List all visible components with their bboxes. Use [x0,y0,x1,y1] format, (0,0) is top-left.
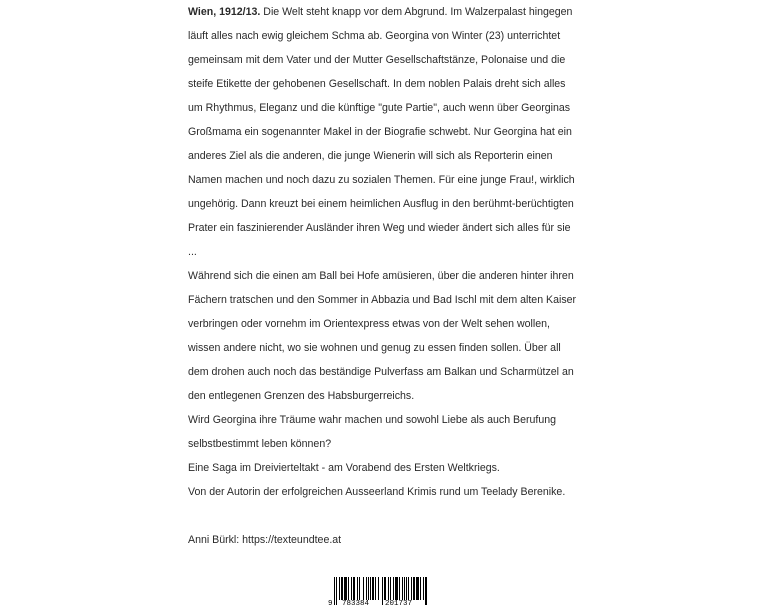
barcode-bar [408,577,409,600]
barcode-bar [368,577,369,600]
barcode-bar [375,577,376,600]
barcode-bar [382,577,383,605]
barcode-bars [334,577,430,601]
author-line: Anni Bürkl: https://texteundtee.at [188,534,342,546]
barcode-group-left: 783384 [342,600,370,608]
barcode-bar [344,577,347,600]
barcode-bar [413,577,415,600]
barcode-bar [351,577,352,600]
barcode-bar [388,577,389,600]
barcode-bar [395,577,398,600]
paragraph-society: Während sich die einen am Ball bei Hofe amüsieren, über die anderen hinter ihren Fächern tratschen und den Sommer in Abbazia und Bad Ischl mit dem alten Kaiser verbringen oder vornehm im Orientexpress etwas von der Welt sehen wollen, wissen andere nicht, wo sie wohnen und genug zu essen finden sollen. Über all dem drohen auch noch das beständige Pulverfass am Balkan und Scharmützel an den entlegenen Grenzen des Habsburgerreichs. [188,270,577,402]
barcode-bar [353,577,355,600]
barcode-bar [336,577,337,605]
barcode-bar [425,577,427,605]
barcode-bar [366,577,367,600]
barcode-bar [390,577,391,600]
barcode-bar [334,577,335,605]
barcode-bar [393,577,394,600]
barcode-bar [341,577,343,600]
barcode-bar [348,577,349,600]
barcode-bar [420,577,421,600]
barcode-bar [372,577,374,600]
barcode-bar [411,577,412,600]
barcode-bar [378,577,379,600]
intro-lead: Wien, 1912/13. [188,6,261,18]
barcode-bar [406,577,407,600]
barcode-bar [359,577,360,600]
barcode-bar [363,577,364,600]
paragraph-question: Wird Georgina ihre Träume wahr machen und sowohl Liebe als auch Berufung selbstbestimmt leben können? [188,414,557,450]
barcode-bar [357,577,358,600]
barcode [328,577,432,608]
spacer [188,504,578,528]
back-cover-text [188,0,578,552]
barcode-bar [399,577,400,600]
paragraph-author-note: Von der Autorin der erfolgreichen Ausseerland Krimis rund um Teelady Berenike. [188,486,566,498]
barcode-group-right: 201737 [385,600,413,608]
barcode-bar [384,577,386,600]
paragraph-saga: Eine Saga im Dreivierteltakt - am Vorabend des Ersten Weltkriegs. [188,462,500,474]
barcode-bar [423,577,424,600]
barcode-bar [416,577,419,600]
paragraph-intro [188,0,578,264]
barcode-bar [404,577,405,600]
intro-text: Die Welt steht knapp vor dem Abgrund. Im Walzerpalast hingegen läuft alles nach ewig gleichem Schma ab. Georgina von Winter (23) unterrichtet gemeinsam mit dem Vater und der Mutter Gesellschaftstänze, Polonaise und die steife Etikette der gehobenen Gesellschaft. In dem noblen Palais dreht sich alles um Rhythmus, Eleganz und die künftige "gute Partie", auch wenn über Georginas Großmama ein sogenannter Makel in der Biografie schwebt. Nur Georgina hat ein anderes Ziel als die anderen, die junge Wienerin will sich als Reporterin einen Namen machen und noch dazu zu sozialen Themen. Für eine junge Frau!, wirklich ungehörig. Dann kreuzt bei einem heimlichen Ausflug in den berühmt-berüchtigten Prater ein faszinierender Ausländer ihren Weg und wieder ändert sich alles für sie ... [188,6,575,258]
barcode-bar [402,577,403,600]
barcode-bar [339,577,340,600]
barcode-digit-first: 9 [328,600,333,608]
barcode-bar [370,577,371,600]
